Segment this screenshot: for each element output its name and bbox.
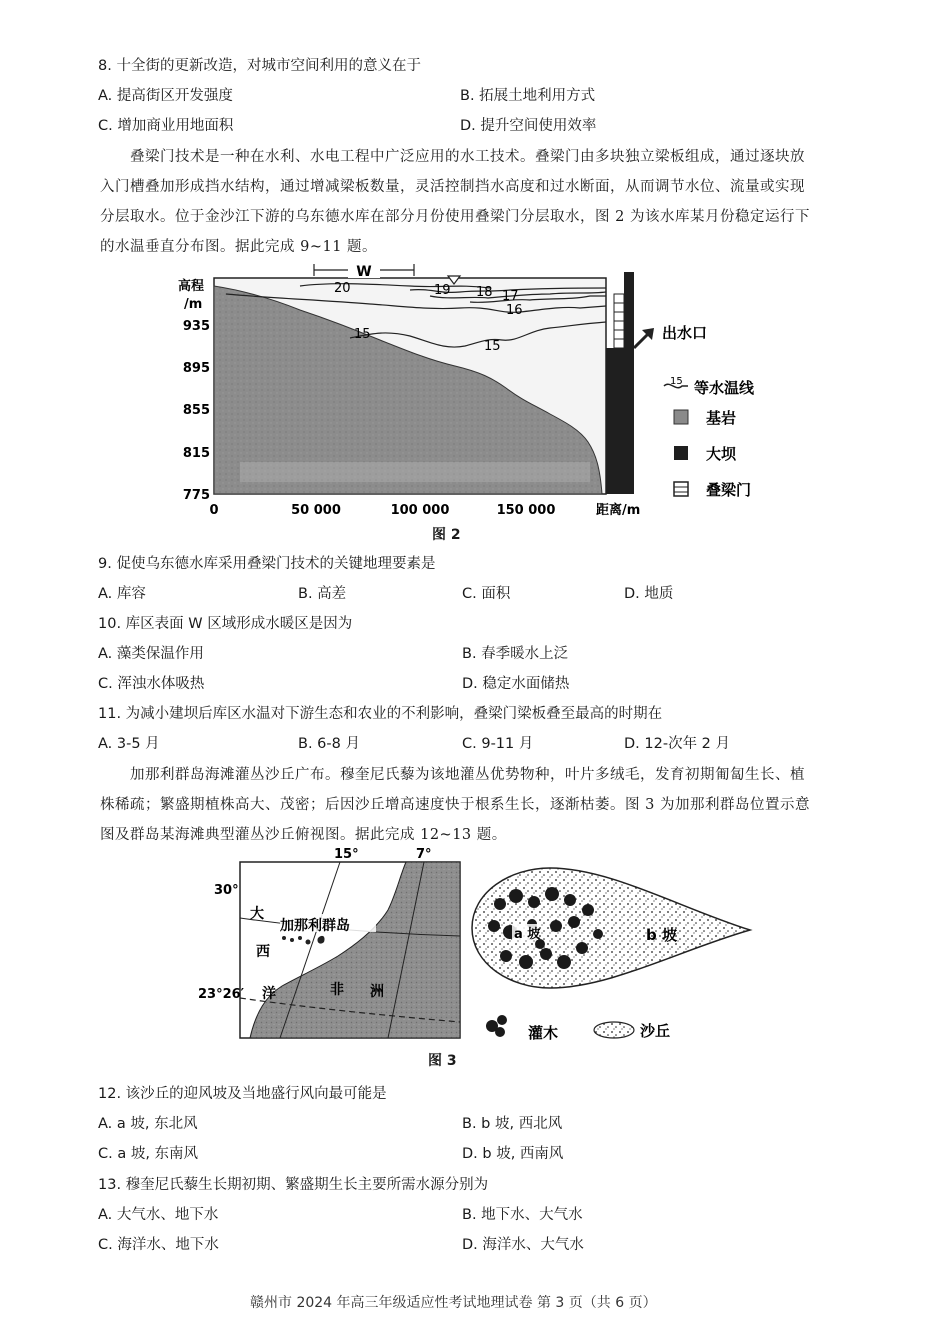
fig3-legend-shrub: 灌木: [528, 1024, 559, 1042]
fig3-legend: [486, 1015, 670, 1042]
passage2-line-3: 图及群岛某海滩典型灌丛沙丘俯视图。据此完成 12~13 题。: [100, 827, 507, 843]
q11-option-a[interactable]: A. 3-5 月: [98, 736, 160, 752]
q8-option-b[interactable]: B. 拓展土地利用方式: [460, 88, 596, 104]
q13-stem: 13. 穆奎尼氏藜生长期初期、繁盛期生长主要所需水源分别为: [98, 1177, 489, 1193]
q9-option-a[interactable]: A. 库容: [98, 586, 146, 602]
page-footer: 赣州市 2024 年高三年级适应性考试地理试卷 第 3 页（共 6 页）: [250, 1295, 657, 1311]
passage1-line-3: 分层取水。位于金沙江下游的乌东德水库在部分月份使用叠梁门分层取水，图 2 为该水库某月份稳定运行下: [100, 209, 810, 225]
fig2-iso-label-19: 19: [434, 283, 451, 298]
q12-option-a[interactable]: A. a 坡, 东北风: [98, 1116, 198, 1132]
q9-option-d[interactable]: D. 地质: [624, 586, 674, 602]
fig2-w-label: W: [356, 264, 372, 280]
fig3-islands-label: 加那利群岛: [280, 918, 350, 934]
q9-option-c[interactable]: C. 面积: [462, 586, 511, 602]
fig3-lat-tropic: 23°26′: [198, 987, 245, 1002]
fig3-slope-a: a 坡: [514, 927, 541, 942]
passage1-line-2: 入门槽叠加形成挡水结构，通过增减梁板数量，灵活控制挡水高度和过水断面，从而调节水位、流量或实现: [100, 179, 805, 195]
fig2-xlabel: 距离/m: [596, 503, 641, 518]
fig2-legend-iso-num: 15: [670, 376, 683, 387]
fig2-iso-label-18: 18: [476, 285, 493, 300]
passage2-line-1: 加那利群岛海滩灌丛沙丘广布。穆奎尼氏藜为该地灌丛优势物种，叶片多绒毛，发育初期匍匐生长、植: [130, 767, 805, 783]
fig2-legend-stop-log: 叠梁门: [706, 481, 752, 499]
q11-option-d[interactable]: D. 12-次年 2 月: [624, 736, 731, 752]
figure-2: [170, 262, 790, 527]
q8-option-d[interactable]: D. 提升空间使用效率: [460, 118, 597, 134]
q10-option-b[interactable]: B. 春季暖水上泛: [462, 646, 569, 662]
q9-stem: 9. 促使乌东德水库采用叠梁门技术的关键地理要素是: [98, 556, 436, 572]
fig2-xtick-50000: 50 000: [291, 503, 341, 518]
fig2-xtick-150000: 150 000: [496, 503, 556, 518]
fig2-legend-dam: 大坝: [706, 445, 737, 463]
fig3-legend-dune: 沙丘: [640, 1022, 671, 1040]
fig3-continent-1: 非: [330, 982, 344, 998]
fig2-legend-isotherm: 等水温线: [694, 379, 755, 397]
fig3-ocean-3: 洋: [262, 986, 276, 1002]
fig2-ytick-935: 935: [182, 319, 210, 334]
fig3-lon-7: 7°: [416, 847, 432, 862]
fig2-stop-log-gate: [614, 294, 624, 348]
fig2-ytick-895: 895: [182, 361, 210, 376]
fig2-outlet-label: 出水口: [662, 324, 708, 342]
fig2-ylabel-2: /m: [184, 297, 203, 312]
q11-stem: 11. 为减小建坝后库区水温对下游生态和农业的不利影响，叠梁门梁板叠至最高的时期在: [98, 706, 663, 722]
q11-option-b[interactable]: B. 6-8 月: [298, 736, 360, 752]
q9-option-b[interactable]: B. 高差: [298, 586, 347, 602]
q10-option-a[interactable]: A. 藻类保温作用: [98, 646, 204, 662]
fig3-ocean-1: 大: [250, 906, 264, 922]
fig2-iso-label-17: 17: [502, 289, 519, 304]
fig2-ytick-855: 855: [182, 403, 210, 418]
q10-option-c[interactable]: C. 浑浊水体吸热: [98, 676, 205, 692]
fig2-xtick-100000: 100 000: [390, 503, 450, 518]
passage1-line-1: 叠梁门技术是一种在水利、水电工程中广泛应用的水工技术。叠梁门由多块独立梁板组成，通过逐块放: [130, 149, 805, 165]
q13-option-c[interactable]: C. 海洋水、地下水: [98, 1237, 219, 1253]
fig3-caption: 图 3: [428, 1053, 457, 1069]
q12-option-b[interactable]: B. b 坡, 西北风: [462, 1116, 563, 1132]
q11-option-c[interactable]: C. 9-11 月: [462, 736, 534, 752]
fig2-outlet-arrow: [634, 334, 648, 348]
fig2-iso-label-16: 16: [506, 303, 523, 318]
fig2-caption: 图 2: [432, 527, 461, 543]
q12-stem: 12. 该沙丘的迎风坡及当地盛行风向最可能是: [98, 1086, 387, 1102]
fig2-ytick-775: 775: [182, 488, 210, 503]
fig2-legend-bedrock: 基岩: [706, 409, 737, 427]
q8-option-c[interactable]: C. 增加商业用地面积: [98, 118, 234, 134]
fig2-iso-label-15b: 15: [484, 339, 501, 354]
fig3-continent-2: 洲: [370, 984, 384, 1000]
q12-option-d[interactable]: D. b 坡, 西南风: [462, 1146, 564, 1162]
q13-option-d[interactable]: D. 海洋水、大气水: [462, 1237, 584, 1253]
fig3-ocean-2: 西: [256, 944, 270, 960]
fig2-ytick-815: 815: [182, 446, 210, 461]
fig2-iso-label-15a: 15: [354, 327, 371, 342]
passage1-line-4: 的水温垂直分布图。据此完成 9~11 题。: [100, 239, 378, 255]
fig2-ylabel-1: 高程: [178, 279, 205, 294]
fig2-iso-label-20: 20: [334, 281, 351, 296]
q10-stem: 10. 库区表面 W 区域形成水暖区是因为: [98, 616, 353, 632]
q8-stem: 8. 十全街的更新改造，对城市空间利用的意义在于: [98, 58, 421, 74]
q8-option-a[interactable]: A. 提高街区开发强度: [98, 88, 233, 104]
fig3-lon-15: 15°: [334, 847, 359, 862]
passage2-line-2: 株稀疏；繁盛期植株高大、茂密；后因沙丘增高速度快于根系生长，逐渐枯萎。图 3 为加那利群岛位置示意: [100, 797, 810, 813]
fig3-slope-b: b 坡: [646, 926, 677, 944]
fig2-legend: [664, 376, 755, 499]
fig2-xtick-0: 0: [209, 503, 219, 518]
figure-3: [198, 846, 790, 1076]
q10-option-d[interactable]: D. 稳定水面储热: [462, 676, 570, 692]
fig3-lat-30: 30°: [214, 883, 239, 898]
q12-option-c[interactable]: C. a 坡, 东南风: [98, 1146, 199, 1162]
q13-option-a[interactable]: A. 大气水、地下水: [98, 1207, 219, 1223]
q13-option-b[interactable]: B. 地下水、大气水: [462, 1207, 583, 1223]
